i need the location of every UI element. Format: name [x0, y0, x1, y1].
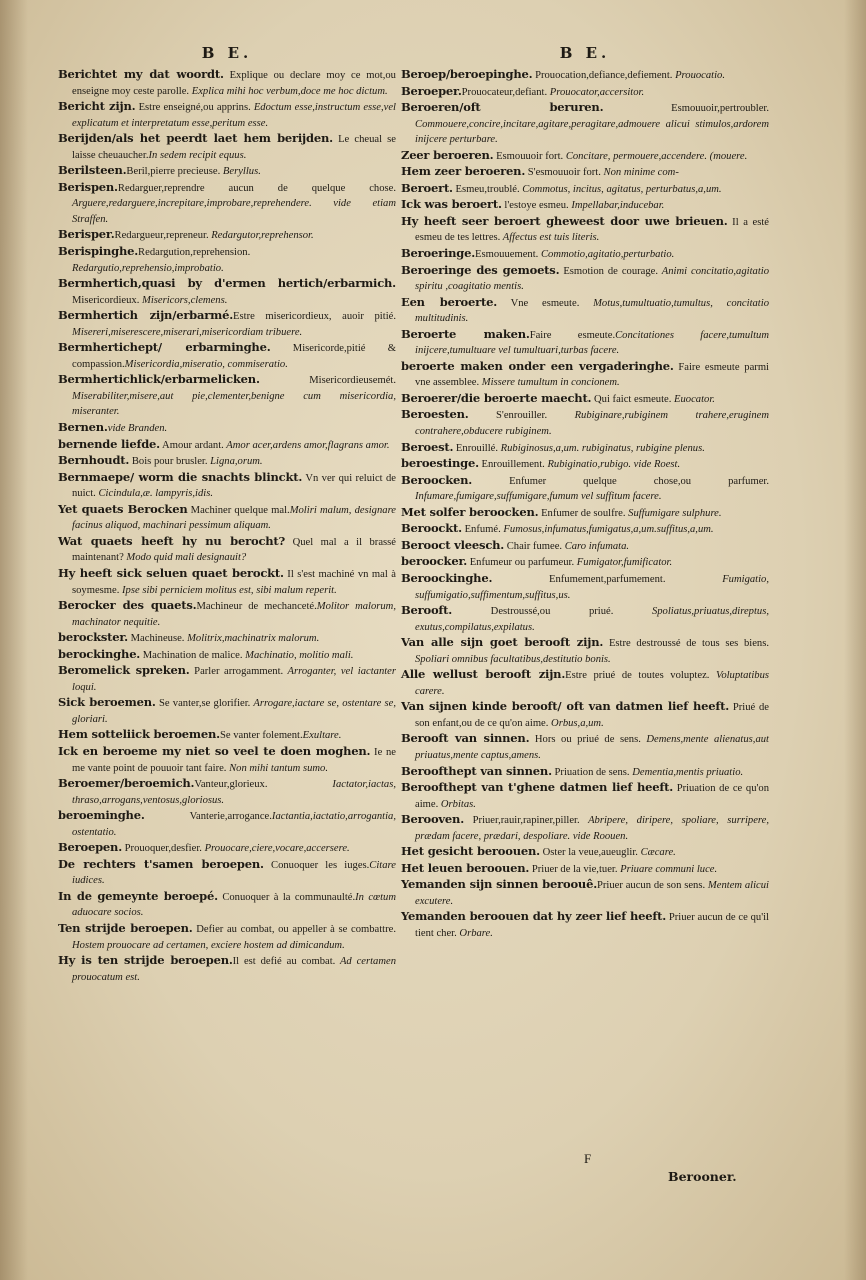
headword: Het leuen beroouen. [401, 860, 530, 875]
headword: Beroeringe des gemoets. [401, 262, 560, 277]
left-column [58, 40, 396, 985]
french-gloss: Defier au combat, ou appeller à se combattre. [192, 923, 396, 935]
latin-gloss: Dementia,mentis priuatio. [629, 766, 744, 778]
french-gloss: Faire esmeute. [529, 329, 616, 341]
french-gloss: Redarguer,reprendre aucun de quelque chose. [117, 182, 396, 194]
french-gloss: Prouocateur,defiant. [461, 86, 548, 98]
dictionary-entry [58, 808, 396, 840]
headword: Een beroerte. [401, 294, 498, 309]
french-gloss: Priuer aucun de ce qu'il tient cher. [415, 912, 769, 939]
headword: Berooven. [401, 812, 464, 827]
headword: Beroert. [401, 180, 453, 195]
dictionary-entry [401, 67, 769, 84]
dictionary-entry [401, 667, 769, 699]
french-gloss: Explique ou declare moy ce mot,ou enseigne moy ceste parolle. [72, 70, 396, 97]
latin-gloss: Spoliari omnibus facultatibus,destitutio bonis. [415, 653, 611, 665]
headword: In de gemeynte beroepé. [58, 888, 218, 903]
dictionary-entry [58, 566, 396, 598]
dictionary-entry [58, 840, 396, 857]
french-gloss: Estre misericordieux, auoir pitié. [233, 311, 396, 323]
latin-gloss: Suffumigare sulphure. [625, 507, 722, 519]
latin-gloss: Arguere,redarguere,increpitare,improbare,reprehendere. vide etiam Straffen. [72, 198, 396, 225]
latin-gloss: Amor acer,ardens amor,flagrans amor. [223, 439, 390, 451]
dictionary-entry [401, 861, 769, 878]
latin-gloss: Commotus, incitus, agitatus, perturbatus,a,um. [519, 183, 722, 195]
french-gloss: Ie ne me vante point de pouuoir tant faire. [72, 746, 396, 774]
latin-gloss: Redargutio,reprehensio,improbatio. [72, 262, 224, 274]
latin-gloss: Prouocator,accersitor. [547, 86, 645, 98]
french-gloss: Priuer,rauir,rapiner,piller. [464, 815, 580, 827]
dictionary-entry [401, 214, 769, 246]
dictionary-entry [58, 502, 396, 534]
latin-gloss: Impellabar,inducebar. [568, 200, 665, 212]
catchword: Berooner. [668, 1169, 737, 1184]
headword: Hem zeer beroeren. [401, 164, 526, 179]
dictionary-entry [58, 857, 396, 889]
dictionary-entry [401, 181, 769, 198]
latin-gloss: Caro infumata. [562, 540, 630, 552]
dictionary-entry [401, 197, 769, 214]
latin-gloss: Redargutor,reprehensor. [208, 230, 314, 242]
french-gloss: Esmouuement. [475, 249, 539, 261]
french-gloss: Esmotion de courage. [559, 265, 659, 277]
dictionary-entry [58, 276, 396, 308]
dictionary-entry [401, 440, 769, 457]
headword: Beroockinghe. [401, 570, 493, 585]
dictionary-entry [401, 391, 769, 408]
headword: Sick beroemen. [58, 695, 156, 710]
headword: Bernmaepe/ worm die snachts blinckt. [58, 469, 303, 484]
dictionary-entry [401, 812, 769, 844]
french-gloss: Machiner quelque mal. [187, 504, 290, 516]
headword: Beroest. [401, 439, 454, 454]
french-gloss: l'estoye esmeu. [501, 200, 569, 212]
headword: Yemanden beroouen dat hy zeer lief heeft. [401, 909, 667, 924]
headword: Beroeren/oft beruren. [401, 100, 604, 115]
headword: De rechters t'samen beroepen. [58, 856, 264, 871]
latin-gloss: Non minime com- [600, 167, 679, 179]
latin-gloss: Citare iudices. [72, 859, 396, 887]
french-gloss: Beril,pierre precieuse. [126, 166, 221, 178]
headword: Bermhertichlick/erbarmelicken. [58, 372, 260, 387]
french-gloss: Enrouillement. [478, 459, 545, 471]
headword: Berispen. [58, 179, 118, 194]
french-gloss: Vanterie,arrogance. [144, 811, 272, 823]
latin-gloss: Ligna,orum. [207, 456, 263, 468]
dictionary-entry [401, 554, 769, 571]
french-gloss: Machination de malice. [140, 649, 243, 661]
dictionary-entry [401, 473, 769, 505]
headword: Beroep/beroepinghe. [401, 67, 533, 81]
dictionary-entry [401, 327, 769, 359]
latin-gloss: Commotio,agitatio,perturbatio. [538, 249, 675, 261]
headword: Hy is ten strijde beroepen. [58, 953, 233, 968]
dictionary-entry [401, 909, 769, 941]
headword: berockinghe. [58, 646, 141, 661]
french-gloss: Priué de son enfant,ou de ce qu'on aime. [415, 702, 769, 729]
latin-gloss: Concitationes facere,tumultum inijcere,tumultuare vel tumultuari,turbas facere. [415, 329, 769, 357]
dictionary-entry [58, 647, 396, 664]
french-gloss: Prouocation,defiance,defiement. [532, 70, 673, 81]
french-gloss: Enfumeur ou parfumeur. [467, 557, 575, 569]
latin-gloss: Demens,mente alienatus,aut priuatus,mente captus,amens. [415, 734, 769, 761]
headword: Berichtet my dat woordt. [58, 67, 224, 81]
french-gloss: Parler arrogamment. [189, 666, 284, 678]
french-gloss: Estre priué de toutes voluptez. [565, 670, 710, 682]
french-gloss: Vne esmeute. [497, 297, 580, 309]
headword: Bernhoudt. [58, 453, 130, 468]
headword: Yemanden sijn sinnen beroouê. [401, 877, 598, 892]
latin-gloss: Voluptatibus carere. [415, 670, 769, 697]
dictionary-entry [401, 571, 769, 603]
dictionary-entry [58, 695, 396, 727]
french-gloss: Hors ou priué de sens. [529, 734, 641, 746]
dictionary-entry [58, 727, 396, 744]
french-gloss: Enfumer de soulfre. [538, 507, 626, 519]
headword: Berisper. [58, 227, 115, 242]
dictionary-entry [58, 163, 396, 180]
french-gloss: Se vanter,se glorifier. [155, 698, 251, 710]
latin-gloss: Rubiginosus,a,um. rubiginatus, rubigine plenus. [498, 442, 705, 454]
latin-gloss: Cicindula,æ. lampyris,idis. [95, 488, 213, 500]
latin-gloss: Iactator,iactas, thraso,arrogans,ventosus,gloriosus. [72, 779, 396, 806]
dictionary-entry [401, 764, 769, 781]
dictionary-entry [401, 100, 769, 148]
french-gloss: Prouoquer,desfier. [122, 843, 202, 855]
dictionary-entry [401, 505, 769, 522]
latin-gloss: Iactantia,iactatio,arrogantia, ostentatio. [72, 811, 396, 838]
french-gloss: Qui faict esmeute. [591, 393, 672, 405]
dictionary-entry [401, 731, 769, 763]
headword: Berooft. [401, 603, 453, 618]
dictionary-entry [401, 603, 769, 635]
dictionary-entry [401, 780, 769, 812]
right-entry-list [401, 67, 769, 942]
french-gloss: Faire esmeute parmi vne assemblee. [415, 361, 769, 389]
latin-gloss: Rubiginatio,rubigo. vide Roest. [544, 459, 681, 471]
headword: berockster. [58, 630, 128, 645]
latin-gloss: Animi concitatio,agitatio spiritu ,coagitatio mentis. [415, 265, 769, 293]
headword: Bermhertich,quasi by d'ermen hertich/erbarmich. [58, 276, 396, 291]
headword: Bermhertich zijn/erbarmé. [58, 308, 234, 323]
headword: Bermhertichept/ erbarminghe. [58, 340, 271, 355]
french-gloss: Misericordieusemét. [259, 375, 396, 387]
french-gloss: Enfumé. [461, 524, 501, 536]
dictionary-entry [401, 295, 769, 327]
left-running-head: B E. [201, 44, 253, 62]
latin-gloss: Spoliatus,priuatus,direptus, exutus,compilatus,expilatus. [415, 606, 769, 633]
latin-gloss: Motus,tumultuatio,tumultus, concitatio multitudinis. [415, 297, 769, 325]
headword: Het gesicht beroouen. [401, 844, 540, 859]
french-gloss: Le cheual se laisse cheuaucher. [72, 134, 396, 161]
dictionary-entry [58, 308, 396, 340]
latin-gloss: In cœtum aduocare socios. [72, 891, 397, 919]
headword: beroestinge. [401, 456, 479, 471]
headword: Bericht zijn. [58, 99, 136, 114]
headword: Beroockt. [401, 521, 462, 536]
french-gloss: Chair fumee. [504, 540, 563, 552]
headword: Hy heeft seer beroert gheweest door uwe brieuen. [401, 213, 728, 228]
latin-gloss: Prouocare,ciere,vocare,accersere. [201, 843, 350, 855]
french-gloss: Destroussé,ou priué. [452, 606, 614, 618]
headword: Beroofthept van sinnen. [401, 763, 552, 778]
french-gloss: Machineur de mechanceté. [196, 601, 317, 613]
dictionary-entry [58, 598, 396, 630]
dictionary-entry [401, 877, 769, 909]
headword: beroeminghe. [58, 808, 145, 823]
headword: Beromelick spreken. [58, 663, 190, 678]
headword: Berooft van sinnen. [401, 731, 530, 746]
latin-gloss: Molitor malorum, machinator nequitie. [72, 601, 396, 628]
dictionary-entry [401, 246, 769, 263]
french-gloss: Conuoquer les iuges. [263, 859, 370, 871]
french-gloss: Se vanter folement. [219, 730, 303, 742]
french-gloss: Redargueur,repreneur. [114, 230, 209, 242]
headword: Berilsteen. [58, 163, 127, 178]
dictionary-entry [58, 372, 396, 420]
french-gloss: Bois pour brusler. [129, 456, 208, 468]
headword: Berijden/als het peerdt laet hem berijden. [58, 131, 333, 146]
dictionary-entry [58, 99, 396, 131]
french-gloss: Esmouuoir fort. [493, 150, 564, 162]
dictionary-entry [401, 538, 769, 555]
headword: Beroerer/die beroerte maecht. [401, 390, 592, 405]
latin-gloss: Cæcare. [637, 847, 676, 859]
dictionary-entry [58, 437, 396, 454]
latin-gloss: Fumigator,fumificator. [574, 557, 673, 569]
french-gloss: Enfumement,parfumement. [492, 573, 666, 585]
french-gloss: Misericorde,pitié & compassion. [72, 343, 396, 370]
headword: bernende liefde. [58, 436, 160, 451]
dictionary-entry [58, 470, 396, 502]
dictionary-entry [58, 889, 396, 921]
dictionary-entry [401, 407, 769, 439]
headword: Met solfer beroocken. [401, 504, 539, 519]
french-gloss: Il est defié au combat. [232, 956, 336, 968]
french-gloss: Esmeu,troublé. [452, 183, 520, 195]
dictionary-entry [58, 453, 396, 470]
latin-gloss: Arroganter, vel iactanter loqui. [72, 666, 397, 693]
french-gloss: Priuation de ce qu'on aime. [415, 783, 770, 810]
headword: Beroeringe. [401, 246, 476, 261]
headword: Van alle sijn goet berooft zijn. [401, 635, 604, 650]
dictionary-entry [58, 921, 396, 953]
dictionary-entry [58, 420, 396, 437]
headword: Hem sotteliick beroemen. [58, 727, 220, 742]
headword: Berocker des quaets. [58, 598, 197, 613]
dictionary-entry [58, 744, 396, 776]
dictionary-entry [401, 635, 769, 667]
latin-gloss: Mentem alicui excutere. [415, 880, 770, 907]
dictionary-entry [58, 180, 396, 228]
french-gloss: S'esmouuoir fort. [525, 167, 601, 179]
french-gloss: Vn ver qui reluict de nuict. [72, 472, 396, 500]
latin-gloss: Infumare,fumigare,suffumigare,fumum vel suffitum facere. [415, 491, 662, 503]
dictionary-entry [401, 263, 769, 295]
latin-gloss: Miserabiliter,misere,aut pie,clementer,benigne cum misericordia, miseranter. [72, 390, 396, 418]
latin-gloss: Commouere,concire,incitare,agitare,peragitare,admouere alicui stimulos,ardorem inijcere perturbare. [415, 118, 769, 146]
headword: Van sijnen kinde berooft/ oft van datmen lief heeft. [401, 699, 730, 714]
headword: Alle wellust berooft zijn. [401, 667, 566, 682]
latin-gloss: Abripere, diripere, spoliare, surripere, prædam facere, prædari, despoliare. vide Roouen. [415, 815, 769, 842]
headword: Berooct vleesch. [401, 537, 505, 552]
french-gloss: Priuer aucun de son sens. [597, 880, 706, 892]
latin-gloss: Affectus est tuis literis. [500, 232, 600, 244]
latin-gloss: Missere tumultum in concionem. [479, 377, 620, 389]
french-gloss: Il a esté esmeu de tes lettres. [415, 216, 769, 244]
headword: Bernen. [58, 420, 108, 435]
dictionary-entry [58, 630, 396, 647]
latin-gloss: Explica mihi hoc verbum,doce me hoc dictum. [189, 85, 388, 97]
headword: Hy heeft sick seluen quaet berockt. [58, 565, 284, 580]
dictionary-entry [58, 776, 396, 808]
dictionary-entry [58, 227, 396, 244]
latin-gloss: In sedem recipit equus. [148, 149, 247, 161]
headword: Zeer beroeren. [401, 147, 494, 162]
latin-gloss: Rubiginare,rubiginem trahere,eruginem contrahere,obducere rubiginem. [415, 410, 769, 438]
french-gloss: Quel mal a il brassé maintenant? [72, 536, 396, 564]
latin-gloss: Orbus,a,um. [548, 717, 604, 729]
french-gloss: Estre enseigné,ou apprins. [135, 102, 251, 114]
latin-gloss: Arrogare,iactare se, ostentare se, gloriari. [72, 698, 396, 725]
french-gloss: Esmouuoir,pertroubler. [603, 103, 769, 115]
headword: Ten strijde beroepen. [58, 920, 193, 935]
latin-gloss: Machinatio, molitio mali. [242, 649, 354, 661]
latin-gloss: Priuare communi luce. [617, 863, 718, 875]
french-gloss: Priuation de sens. [551, 766, 630, 778]
headword: Beroepen. [58, 840, 123, 855]
latin-gloss: Molitrix,machinatrix malorum. [184, 633, 320, 645]
dictionary-entry [58, 534, 396, 566]
latin-gloss: Concitare, permouere,accendere. (mouere. [563, 150, 748, 162]
dictionary-entry [58, 244, 396, 276]
dictionary-entry [401, 844, 769, 861]
dictionary-entry [58, 131, 396, 163]
headword: beroerte maken onder een vergaderinghe. [401, 358, 674, 373]
latin-gloss: Hostem prouocare ad certamen, exciere hostem ad dimicandum. [72, 939, 345, 951]
latin-gloss: vide Branden. [107, 423, 168, 435]
french-gloss: Il s'est machiné vn mal à soymesme. [72, 568, 396, 596]
french-gloss: Machineuse. [127, 633, 185, 645]
dictionary-entry [401, 521, 769, 538]
french-gloss: Estre destroussé de tous ses biens. [603, 638, 769, 650]
latin-gloss: Fumigatio, suffumigatio,suffimentum,suffitus,us. [415, 573, 769, 601]
headword: Beroemer/beroemich. [58, 776, 195, 791]
headword: Berispinghe. [58, 244, 139, 259]
dictionary-entry [58, 953, 396, 985]
latin-gloss: Ipse sibi perniciem molitus est, sibi malum reperit. [119, 584, 337, 596]
latin-gloss: Modo quid mali designauit? [123, 552, 247, 564]
latin-gloss: Misericordia,miseratio, commiseratio. [124, 358, 288, 370]
latin-gloss: Orbare. [456, 927, 493, 939]
latin-gloss: Moliri malum, designare facinus aliquod, machinari pessimum aliquam. [72, 504, 396, 532]
dictionary-entry [58, 340, 396, 372]
french-gloss: S'enrouiller. [468, 410, 548, 422]
headword: Wat quaets heeft hy nu berocht? [58, 533, 286, 548]
french-gloss: Amour ardant. [159, 439, 224, 451]
french-gloss: Conuoquer à la communaulté. [217, 891, 356, 903]
dictionary-entry [401, 699, 769, 731]
latin-gloss: Ad certamen prouocatum est. [72, 956, 396, 983]
dictionary-entry [401, 148, 769, 165]
headword: Beroocken. [401, 472, 473, 487]
signature-mark: F [584, 1151, 592, 1166]
right-column [401, 40, 769, 942]
dictionary-entry [58, 663, 396, 695]
latin-gloss: Euocator. [671, 393, 715, 405]
headword: Yet quaets Berocken [58, 501, 188, 516]
latin-gloss: Prouocatio. [672, 70, 726, 81]
french-gloss: Priuer de la vie,tuer. [529, 863, 618, 875]
dictionary-entry [58, 67, 396, 99]
dictionary-entry [401, 456, 769, 473]
right-running-head: B E. [559, 44, 611, 62]
latin-gloss: Beryllus. [220, 166, 261, 178]
french-gloss: Vanteur,glorieux. [194, 779, 268, 791]
headword: Beroerte maken. [401, 326, 530, 341]
latin-gloss: Edoctum esse,instructum esse,vel explicatum et interpretatum esse,peritum esse. [72, 102, 396, 129]
headword: Ick en beroeme my niet so veel te doen moghen. [58, 743, 371, 758]
french-gloss: Enrouillé. [453, 442, 498, 454]
dictionary-entry [401, 84, 769, 101]
headword: Beroofthept van t'ghene datmen lief heeft. [401, 780, 674, 795]
headword: Beroesten. [401, 407, 469, 422]
latin-gloss: Exultare. [302, 730, 342, 742]
latin-gloss: Non mihi tantum sumo. [226, 762, 328, 774]
french-gloss: Misericordieux. [72, 294, 140, 306]
latin-gloss: Orbitas. [438, 798, 476, 810]
dictionary-entry [401, 359, 769, 391]
french-gloss: Oster la veue,aueuglir. [539, 847, 638, 859]
headword: Ick was beroert. [401, 197, 502, 212]
dictionary-entry [401, 164, 769, 181]
french-gloss: Redargution,reprehension. [138, 247, 251, 259]
latin-gloss: Fumosus,infumatus,fumigatus,a,um.suffitus,a,um. [500, 524, 714, 536]
headword: Beroeper. [401, 83, 462, 98]
left-entry-list [58, 67, 396, 985]
latin-gloss: Misericors,clemens. [139, 294, 228, 306]
french-gloss: Enfumer quelque chose,ou parfumer. [472, 475, 769, 487]
headword: beroocker. [401, 554, 468, 569]
latin-gloss: Misereri,miserescere,miserari,misericordiam tribuere. [72, 326, 303, 338]
